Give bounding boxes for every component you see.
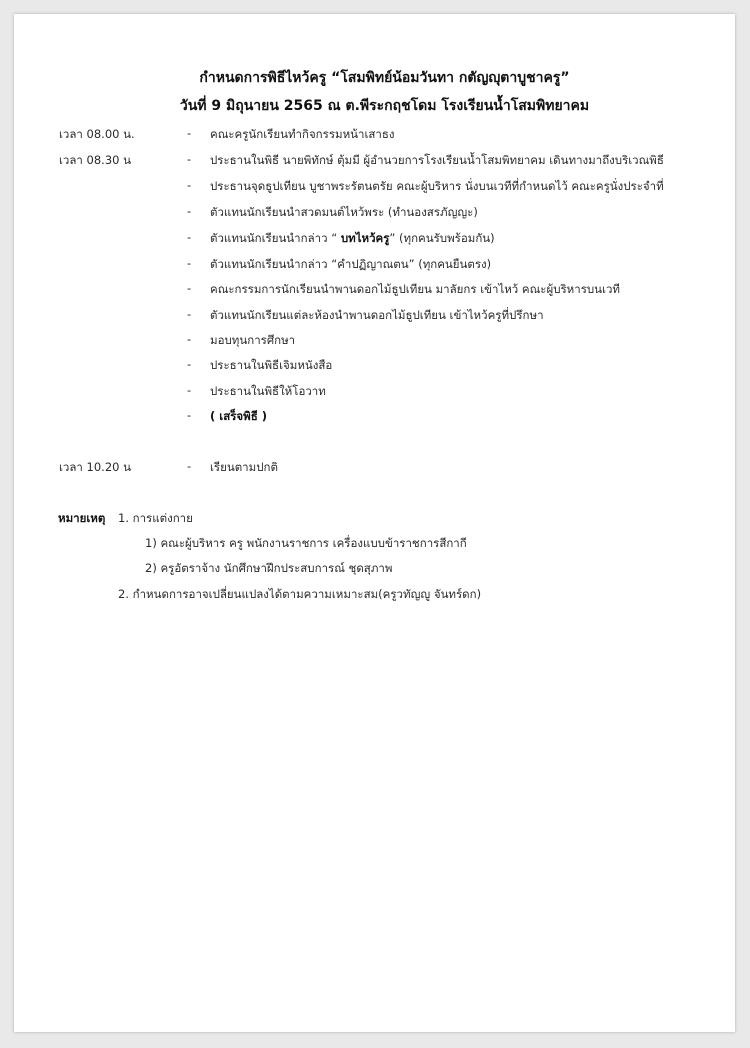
dash: - (187, 126, 192, 140)
note-item: 1. การแต่งกาย (118, 511, 193, 525)
dash: - (187, 307, 192, 321)
ceremony-end: ( เสร็จพิธี ) (210, 409, 267, 423)
schedule-item: ประธานในพิธี นายพิทักษ์ ตุ้มมี ผู้อำนวยการโรงเรียนน้ำโสมพิทยาคม เดินทางมาถึงบริเวณพิธี (210, 153, 664, 167)
dash: - (187, 152, 192, 166)
dash: - (187, 383, 192, 397)
schedule-item: ตัวแทนนักเรียนนำสวดมนต์ไหว้พระ (ทำนองสรภัญญะ) (210, 205, 478, 219)
schedule-item: มอบทุนการศึกษา (210, 333, 296, 347)
note-subitem: 1) คณะผู้บริหาร ครู พนักงานราชการ เครื่องแบบข้าราชการสีกากี (145, 536, 467, 550)
dash: - (187, 332, 192, 346)
schedule-item: คณะครูนักเรียนทำกิจกรรมหน้าเสาธง (210, 127, 395, 141)
dash: - (187, 204, 192, 218)
schedule-item: ประธานในพิธีให้โอวาท (210, 384, 326, 398)
dash: - (187, 281, 192, 295)
note-subitem: 2) ครูอัตราจ้าง นักศึกษาฝึกประสบการณ์ ชุดสุภาพ (145, 561, 393, 575)
dash: - (187, 408, 192, 422)
schedule-item: คณะกรรมการนักเรียนนำพานดอกไม้ธูปเทียน มาลัยกร เข้าไหว้ คณะผู้บริหารบนเวที (210, 282, 621, 296)
item-bold: บทไหว้ครู (340, 231, 390, 245)
schedule-item: ประธานจุดธูปเทียน บูชาพระรัตนตรัย คณะผู้บริหาร นั่งบนเวทีที่กำหนดไว้ คณะครูนั่งประจำที่ (210, 179, 664, 193)
document-title: กำหนดการพิธีไหว้ครู “โสมพิทย์น้อมวันทา กตัญญุตาบูชาครู” (199, 70, 570, 86)
document-subtitle: วันที่ 9 มิถุนายน 2565 ณ ต.พีระกฤชโดม โรงเรียนน้ำโสมพิทยาคม (179, 98, 590, 114)
time-0830: เวลา 08.30 น (59, 153, 131, 167)
schedule-item (210, 230, 495, 248)
schedule-item: ตัวแทนนักเรียนนำกล่าว “คำปฏิญาณตน” (ทุกคนยืนตรง) (210, 257, 492, 271)
dash: - (187, 459, 192, 473)
document-page (14, 14, 735, 1032)
schedule-item: ตัวแทนนักเรียนแต่ละห้องนำพานดอกไม้ธูปเทียน เข้าไหว้ครูที่ปรึกษา (210, 308, 544, 322)
dash: - (187, 230, 192, 244)
schedule-item: ประธานในพิธีเจิมหนังสือ (210, 358, 333, 372)
dash: - (187, 256, 192, 270)
time-1020: เวลา 10.20 น (59, 460, 131, 474)
note-item: 2. กำหนดการอาจเปลี่ยนแปลงได้ตามความเหมาะสม(ครูวทัญญู จันทร์ดก) (118, 587, 482, 601)
notes-label: หมายเหตุ (58, 511, 106, 525)
item-prefix: ตัวแทนนักเรียนนำกล่าว “ (210, 231, 341, 245)
schedule-item: เรียนตามปกติ (210, 460, 278, 474)
dash: - (187, 357, 192, 371)
time-0800: เวลา 08.00 น. (59, 127, 135, 141)
item-suffix: ” (ทุกคนรับพร้อมกัน) (389, 231, 495, 245)
dash: - (187, 178, 192, 192)
